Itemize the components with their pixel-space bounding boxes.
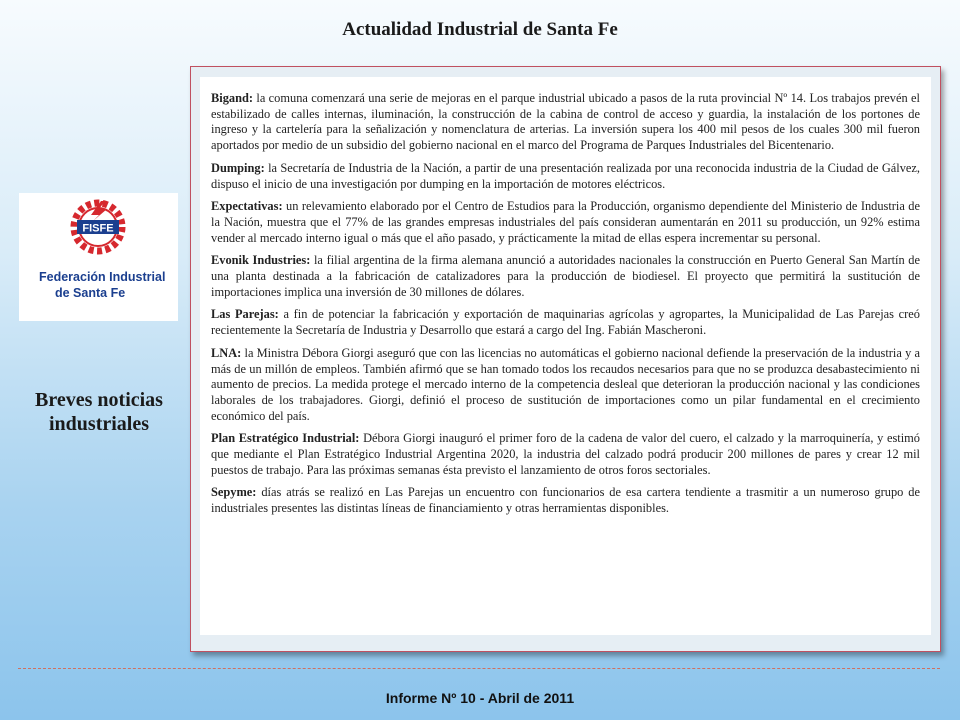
news-text: un relevamiento elaborado por el Centro de Estudios para la Producción, organismo dependiente del Ministerio de Industria de la Nación, muestra que el 77% de las grandes empresas industriales del país consideran aumentarán en 2011 su producción, un 92% estima vender al mercado interno igual o más que el año pasado, y prácticamente la mitad de ellas espera incrementar su personal. (211, 199, 920, 245)
news-item (211, 307, 920, 338)
news-label: Plan Estratégico Industrial: (211, 431, 360, 446)
news-label: Expectativas: (211, 199, 283, 214)
news-label: Sepyme: (211, 485, 257, 500)
news-item (211, 253, 920, 300)
news-text: la filial argentina de la firma alemana anunció a autoridades nacionales la construcción en Puerto General San Martín de una planta destinada a la fabricación de catalizadores para la producción de biodiesel. El proyecto que permitirá la sustitución de importaciones implica una inversión de 30 millones de dólares. (211, 253, 921, 299)
news-text: días atrás se realizó en Las Parejas un encuentro con funcionarios de esa cartera tendiente a trasmitir a un numeroso grupo de industriales presentes las distintas líneas de financiamiento y otras herramientas disponibles. (211, 485, 920, 516)
news-item (211, 431, 920, 478)
footer-text: Informe Nº 10 - Abril de 2011 (385, 690, 575, 706)
news-item (211, 199, 920, 246)
fisfe-badge-text: FISFE (82, 222, 114, 235)
news-item (211, 91, 920, 154)
news-label: Las Parejas: (211, 307, 279, 322)
news-list (200, 77, 931, 635)
news-item (211, 161, 920, 192)
news-text: la Secretaría de Industria de la Nación, a partir de una presentación realizada por una reconocida industria de la Ciudad de Gálvez, dispuso el inicio de una investigación por dumping en la importación de motores eléctricos. (211, 160, 920, 191)
news-label: Bigand: (211, 91, 254, 105)
news-item (211, 485, 920, 516)
news-text: a fin de potenciar la fabricación y exportación de maquinarias agrícolas y agropartes, la Municipalidad de Las Parejas creó recientemente la Secretaría de Industria y Desarrollo que estará a cargo del Ing. Fabián Mascheroni. (211, 307, 920, 338)
news-item (211, 346, 920, 425)
news-label: LNA: (211, 345, 242, 360)
news-label: Evonik Industries: (211, 253, 311, 268)
news-text: Débora Giorgi inauguró el primer foro de la cadena de valor del cuero, el calzado y la marroquinería, y estimó que mediante el Plan Estratégico Industrial Argentina 2020, la industria del calzado podrá producir 200 millones de pares y crear 12 mil puestos de trabajo. Para las próximas semanas ésta previsto el lanzamiento de otros foros sectoriales. (211, 431, 921, 477)
section-title: Breves noticias industriales (35, 389, 163, 435)
fisfe-logo-graphic (19, 193, 178, 321)
news-text: la comuna comenzará una serie de mejoras en el parque industrial ubicado a pasos de la ruta provincial Nº 14. Los trabajos prevén el estabilizado de calles internas, iluminación, la construcción de la cabina de control de acceso y guardia, la instalación de los portones de ingreso y la cartelería para la señalización y nomenclatura de arterias. La inversión supera los 400 mil pesos de los cuales 300 mil fueron aportados por medio de un subsidio del gobierno nacional en el marco del Programa de Parques Industriales del Bicentenario. (211, 91, 920, 153)
page-title: Actualidad Industrial de Santa Fe (342, 19, 618, 40)
news-label: Dumping: (211, 160, 265, 175)
news-frame (190, 66, 941, 652)
fisfe-logo (19, 193, 178, 321)
divider (18, 668, 940, 669)
logo-line1: Federación Industrial (39, 270, 166, 284)
logo-line2: de Santa Fe (55, 286, 126, 300)
news-text: la Ministra Débora Giorgi aseguró que con las licencias no automáticas el gobierno nacional defiende la preservación de la industria y a más de un millón de empleos. También afirmó que se han tomado todos los recaudos necesarios para que no se produzca desabastecimiento ni aumento de precios. La medida protege el mercado interno de la competencia desleal que deterioran la producción nacional y las condiciones laborales de los trabajadores. Giorgi, definió el proceso de sustitución de importaciones como un pilar fundamental en el crecimiento económico del país. (211, 345, 920, 423)
